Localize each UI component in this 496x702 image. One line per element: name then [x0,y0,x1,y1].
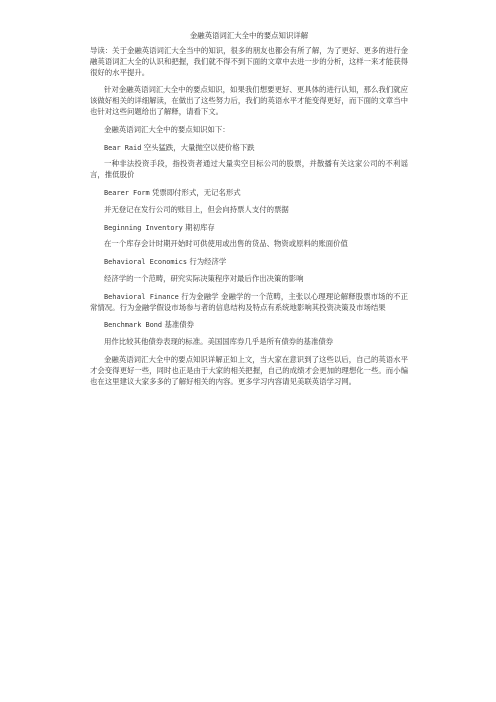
document-title: 金融英语词汇大全中的要点知识详解 [189,31,309,40]
term-english: Benchmark Bond [104,321,163,330]
term-line-beginning-inventory [90,223,408,234]
term-chinese: 期初库存 [182,222,215,232]
term-line-behavioral-finance [90,292,408,314]
term-description: 在一个库存会计时期开始时可供使用或出售的货品、物资或原料的账面价值 [104,239,348,249]
intro-paragraph: 导读：关于金融英语词汇大全当中的知识，很多的朋友也都会有所了解，为了更好、更多的进行金融英语词汇大全的认识和把握，我们就不得不到下面的文章中去进一步的分析，这样一来才能获得很好的水平提升。 [90,46,408,77]
term-line-behavioral-economics [90,257,408,268]
term-english: Behavioral Finance [104,292,179,301]
term-line-bearer-form [90,188,408,199]
list-heading: 金融英语词汇大全中的要点知识如下： [104,124,230,134]
term-english: Bearer Form [104,188,150,197]
conclusion-paragraph: 金融英语词汇大全中的要点知识详解正如上文，当大家在意识到了这些以后，自己的英语水平才会变得更好一些，同时也正是由于大家的相关把握，自己的成绩才会更加的理想化一些。而小编也在这里建议大家多多的了解好相关的内容。更多学习内容请见美联英语学习网。 [90,354,408,386]
term-chinese: 凭票即付形式，无记名形式 [149,187,241,197]
term-english: Beginning Inventory [104,223,183,232]
term-description: 经济学的一个范畴，研究实际决策程序对最后作出决策的影响 [104,273,304,283]
term-line-bear-raid [90,143,408,154]
term-chinese: 行为金融学 金融学的一个范畴，主张以心理理论解释股票市场的不正常情况。行为金融学假设市场参与者的信息结构及特点有系统地影响其投资决策及市场结果 [90,291,408,312]
term-chinese: 行为经济学 [186,257,227,267]
term-english: Behavioral Economics [104,258,187,267]
term-chinese: 基准债券 [162,320,195,330]
term-description: 一种非法投资手段，指投资者通过大量卖空目标公司的股票，并散播有关这家公司的不利谣言，推低股价 [90,159,408,180]
second-paragraph: 针对金融英语词汇大全中的要点知识，如果我们想要更好、更具体的进行认知，那么我们就应该做好相关的详细解读，在做出了这些努力后，我们的英语水平才能变得更好，而下面的文章当中也针对这些问题给出了解释，请看下文。 [90,85,408,116]
term-english: Bear Raid [104,143,142,152]
term-description: 用作比较其他债券表现的标准。美国国库券几乎是所有债券的基准债券 [104,337,334,347]
term-line-benchmark-bond [90,320,408,331]
term-chinese: 空头猛跌，大量抛空以使价格下跌 [141,142,255,152]
document-page [90,30,408,394]
term-description: 并无登记在发行公司的账目上，但会向持票人支付的票据 [104,204,289,214]
